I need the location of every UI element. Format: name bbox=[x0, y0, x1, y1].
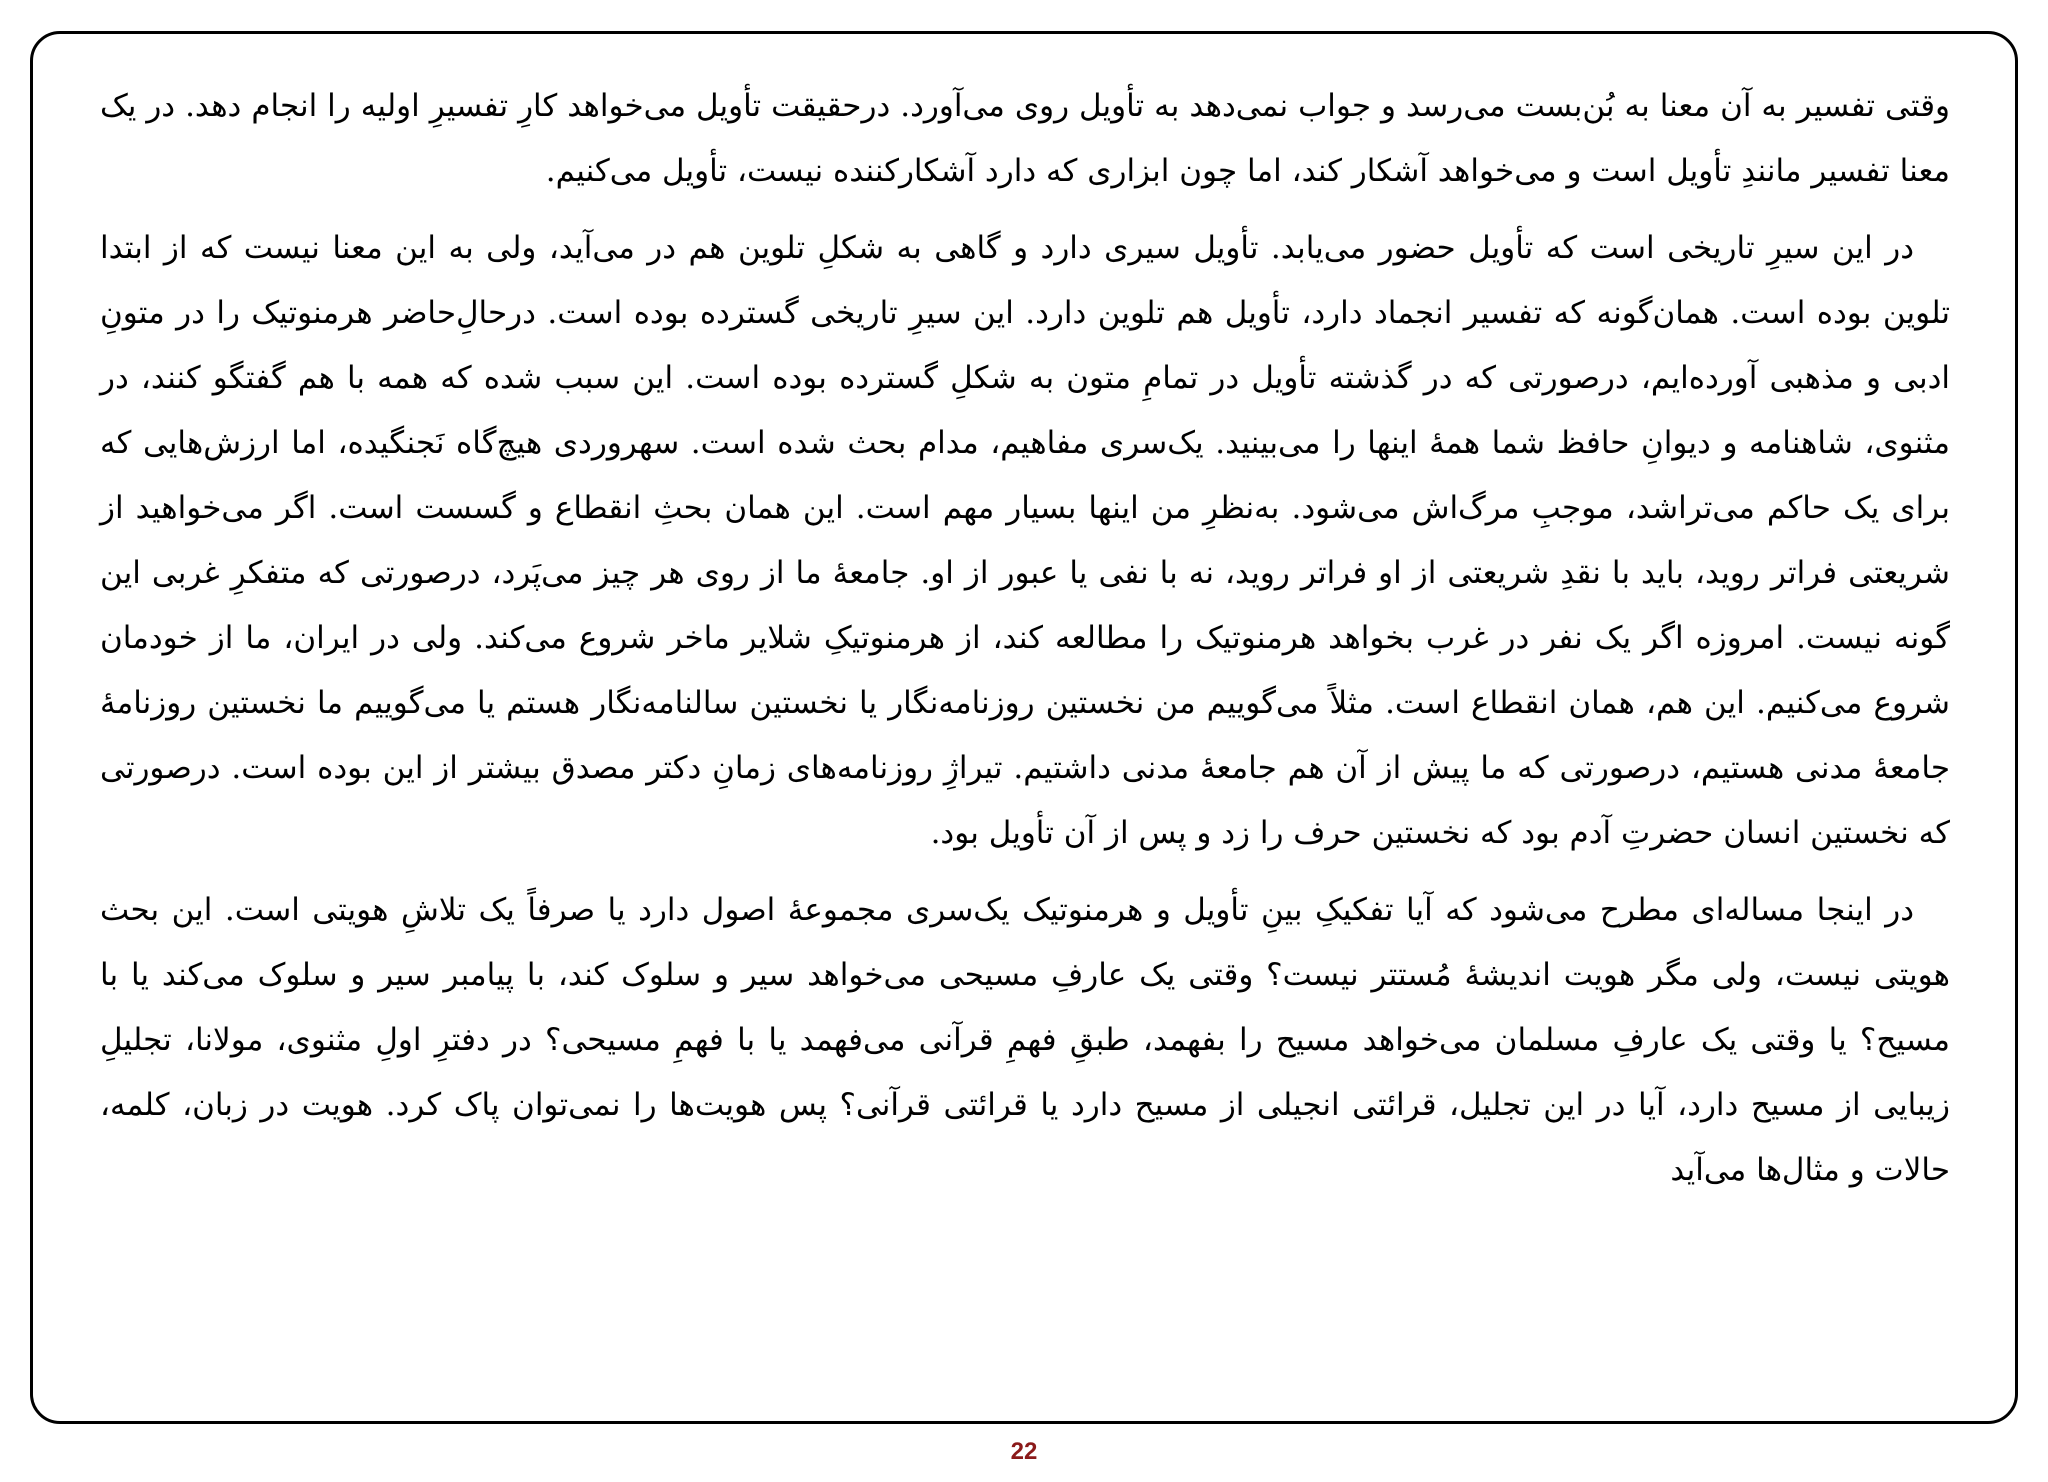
paragraph-3: در اینجا مساله‌ای مطرح می‌شود که آیا تفکیکِ بینِ تأویل و هرمنوتیک یک‌سری مجموعهٔ اصول دارد یا صرفاً یک تلاشِ هویتی است. این بحث هویتی نیست، ولی مگر هویت اندیشهٔ مُستتر نیست؟ وقتی یک عارفِ مسیحی می‌خواهد سیر و سلوک کند، با پیامبر سیر و سلوک می‌کند یا با مسیح؟ یا وقتی یک عارفِ مسلمان می‌خواهد مسیح را بفهمد، طبقِ فهمِ قرآنی می‌فهمد یا با فهمِ مسیحی؟ در دفترِ اولِ مثنوی، مولانا، تجلیلِ زیبایی از مسیح دارد، آیا در این تجلیل، قرائتی انجیلی از مسیح دارد یا قرائتی قرآنی؟ پس هویت‌ها را نمی‌توان پاک کرد. هویت در زبان، کلمه، حالات و مثال‌ها می‌آید bbox=[100, 892, 1950, 1188]
paragraph-1: وقتی تفسیر به آن معنا به بُن‌بست می‌رسد و جواب نمی‌دهد به تأویل روی می‌آورد. درحقیقت تأویل می‌خواهد کارِ تفسیرِ اولیه را انجام دهد. در یک معنا تفسیر مانندِ تأویل است و می‌خواهد آشکار کند، اما چون ابزاری که دارد آشکارکننده نیست، تأویل می‌کنیم. bbox=[100, 88, 1950, 189]
paragraph-2: در این سیرِ تاریخی است که تأویل حضور می‌یابد. تأویل سیری دارد و گاهی به شکلِ تلوین هم در می‌آید، ولی به این معنا نیست که از ابتدا تلوین بوده است. همان‌گونه که تفسیر انجماد دارد، تأویل هم تلوین دارد. این سیرِ تاریخی گسترده بوده است. درحالِ‌حاضر هرمنوتیک را در متونِ ادبی و مذهبی آورده‌ایم، درصورتی که در گذشته تأویل در تمامِ متون به شکلِ گسترده بوده است. این سبب شده که همه با هم گفتگو کنند، در مثنوی، شاهنامه و دیوانِ حافظ شما همهٔ اینها را می‌بینید. یک‌سری مفاهیم، مدام بحث شده است. سهروردی هیچ‌گاه نَجنگیده، اما ارزش‌هایی که برای یک حاکم می‌تراشد، موجبِ مرگ‌اش می‌شود. به‌نظرِ من اینها بسیار مهم است. این همان بحثِ انقطاع و گسست است. اگر می‌خواهید از شریعتی فراتر روید، باید با نقدِ شریعتی از او فراتر روید، نه با نفی یا عبور از او. جامعهٔ ما از روی هر چیز می‌پَرد، درصورتی که متفکرِ غربی این گونه نیست. امروزه اگر یک نفر در غرب بخواهد هرمنوتیک را مطالعه کند، از هرمنوتیکِ شلایر ماخر شروع می‌کند. ولی در ایران، ما از خودمان شروع می‌کنیم. این هم، همان انقطاع است. مثلاً می‌گوییم من نخستین روزنامه‌نگار یا نخستین سالنامه‌نگار هستم یا می‌گوییم ما نخستین روزنامهٔ جامعهٔ مدنی هستیم، درصورتی که ما پیش از آن هم جامعهٔ مدنی داشتیم. تیراژِ روزنامه‌های زمانِ دکتر مصدق بیشتر از این بوده است. درصورتی که نخستین انسان حضرتِ آدم بود که نخستین حرف را زد و پس از آن تأویل بود. bbox=[100, 230, 1950, 851]
page-number: 22 bbox=[1010, 1438, 1038, 1465]
document-body bbox=[100, 74, 1950, 1215]
